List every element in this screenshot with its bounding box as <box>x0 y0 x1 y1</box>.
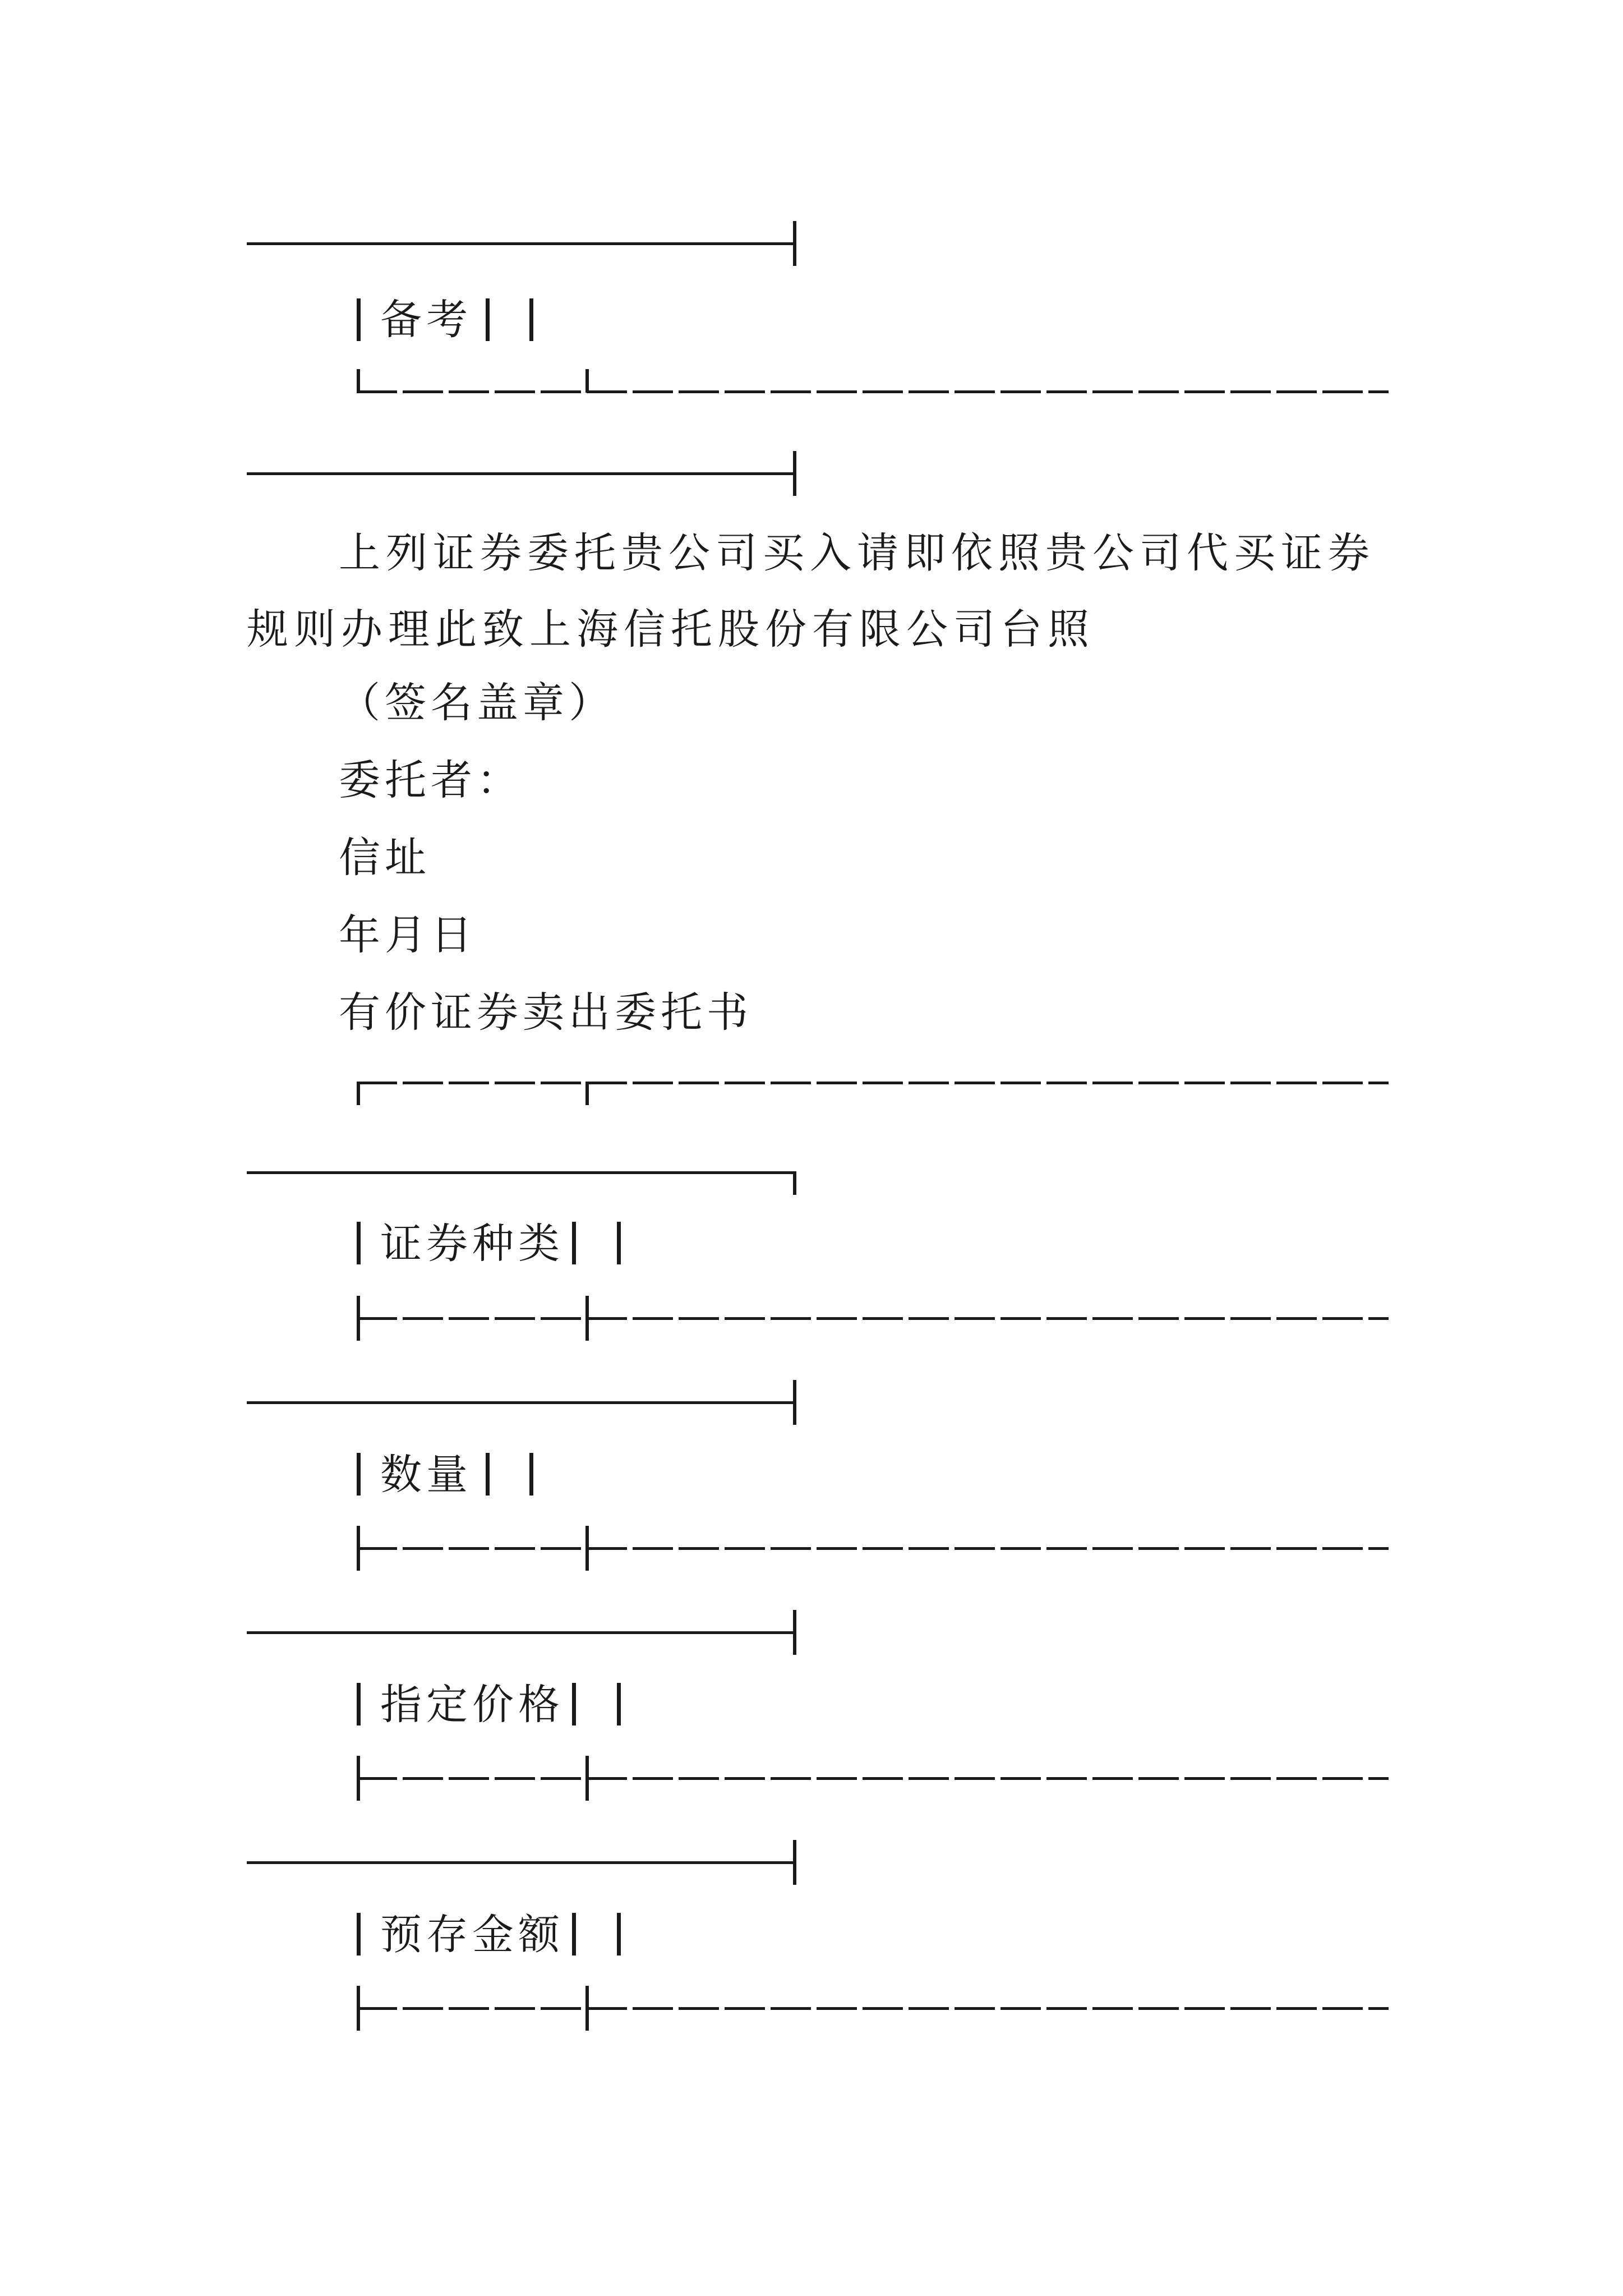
table-border <box>572 1683 576 1726</box>
table-border <box>357 1913 361 1955</box>
sell-form-title: 有价证券卖出委托书 <box>339 988 753 1037</box>
table-line <box>357 1082 360 1105</box>
table-line <box>587 1317 1389 1320</box>
table-border <box>357 1683 361 1726</box>
table-line <box>585 369 589 393</box>
table-line <box>793 1380 796 1425</box>
table-line <box>793 1171 796 1195</box>
table-line <box>793 1610 796 1655</box>
table-line <box>587 1777 1389 1780</box>
table-line <box>793 451 796 496</box>
table-border <box>357 1453 361 1496</box>
table-border <box>617 1683 621 1726</box>
table-border <box>357 298 361 341</box>
table-line <box>357 1082 587 1084</box>
table-line <box>247 1631 796 1634</box>
seal-note: （签名盖章） <box>339 679 615 727</box>
table-line <box>247 1171 796 1174</box>
table-border <box>486 1453 490 1496</box>
row-label-deposit-amount: 预存金额 <box>380 1911 564 1959</box>
table-line <box>247 1861 796 1864</box>
table-line <box>357 390 587 393</box>
consignor-label: 委托者： <box>339 756 523 804</box>
table-line <box>357 369 360 393</box>
table-line <box>793 221 796 266</box>
table-border <box>486 298 490 341</box>
table-line <box>357 1777 587 1780</box>
table-line <box>793 1840 796 1885</box>
table-line <box>587 390 1389 393</box>
table-border <box>572 1222 576 1264</box>
table-line <box>247 242 796 245</box>
table-line <box>357 2007 587 2010</box>
table-line <box>357 1317 587 1320</box>
table-line <box>247 472 796 475</box>
table-border <box>617 1913 621 1955</box>
statement-paragraph: 上列证券委托贵公司买入请即依照贵公司代买证券规则办理此致上海信托股份有限公司台照 <box>247 529 1375 654</box>
row-label-specified-price: 指定价格 <box>380 1681 564 1729</box>
table-line <box>585 1082 589 1105</box>
table-border <box>617 1222 621 1264</box>
table-border <box>357 1222 361 1264</box>
table-line <box>247 1401 796 1404</box>
address-label: 信址 <box>339 834 431 882</box>
row-label-quantity: 数量 <box>380 1451 472 1499</box>
table-border <box>529 298 533 341</box>
row-label-security-type: 证券种类 <box>380 1220 564 1268</box>
date-label: 年月日 <box>339 911 477 959</box>
table-line <box>357 1547 587 1550</box>
table-border <box>529 1453 533 1496</box>
table-line <box>587 1082 1389 1084</box>
row-label-remarks: 备考 <box>380 296 472 344</box>
table-border <box>572 1913 576 1955</box>
table-line <box>587 1547 1389 1550</box>
table-line <box>587 2007 1389 2010</box>
